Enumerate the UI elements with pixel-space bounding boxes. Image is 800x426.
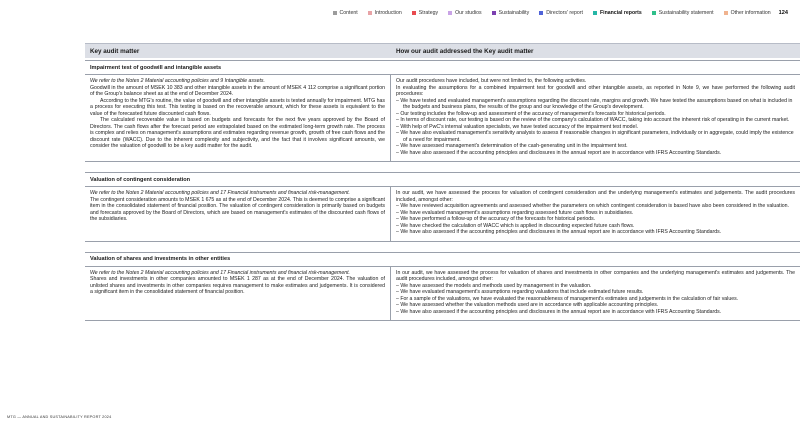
list-item: – For a sample of the valuations, we have evaluated the reasonableness of management's estimates and judgements in the calculation of fair values. [396,296,795,303]
list-item: – We have checked the calculation of WACC which is applied in discounting expected future cash flows. [396,223,795,230]
section-row [85,187,800,242]
list-item: – We have reviewed acquisition agreements and assessed whether the parameters on which contingent consideration is based have also been considered in the valuation. [396,203,795,210]
audit-response-cell [391,267,800,321]
list-item: – We have assessed the models and methods used by management in the valuation. [396,283,795,290]
swatch-icon [333,11,337,15]
nav-item-sustainability[interactable]: Sustainability [492,10,530,16]
audit-response-cell [391,187,800,241]
list-item: – We have assessed management's determination of the cash-generating unit in the impairment test. [396,143,795,150]
list-item: – We have also assessed if the accounting principles and disclosures in the annual report are in accordance with IFRS Accounting Standards. [396,150,795,157]
list-item: – We have performed a follow-up of the accuracy of the forecasts for historical periods. [396,216,795,223]
paragraph: According to the MTG's routine, the value of goodwill and other intangible assets is tested annually for impairment. MTG has a process for executing this test. This testing is based on the recoverable amount, which for these assets is equivalent to the value of the forecasted future discounted cash flows. [90,97,386,117]
procedure-list [396,203,795,236]
swatch-icon [539,11,543,15]
table-header [85,43,800,58]
page-number: 124 [778,10,788,16]
list-item: – We have evaluated management's assumptions regarding valuations that include estimated future results. [396,289,795,296]
swatch-icon [724,11,728,15]
top-navigation [323,10,789,16]
nav-item-financial-reports[interactable]: Financial reports [593,10,642,16]
audit-response-cell [391,75,800,161]
list-item: – We have assessed whether the valuation methods used are in accordance with applicable accounting principles. [396,302,795,309]
swatch-icon [593,11,597,15]
key-audit-matter-cell [85,267,391,321]
section-row [85,267,800,322]
procedure-list [396,98,795,157]
nav-item-directors-report[interactable]: Directors' report [539,10,583,16]
paragraph: In our audit, we have assessed the process for valuation of contingent consideration and the underlying management's estimates and judgements. The audit procedures included, amongst other: [396,190,795,203]
list-item: – We have also assessed if the accounting principles and disclosures in the annual report are in accordance with IFRS Accounting Standards. [396,229,795,236]
paragraph: The calculated recoverable value is based on budgets and forecasts for the next five years approved by the Board of Directors. The cash flows after the forecast period are extrapolated based on the estimated long-term growth rate. The process is complex and relies on management's assumptions and estimates regarding revenue growth, growth of free cash flows and the discount rate (WACC). Due to the inherent complexity and subjectivity, and the fact that it involves significant amounts, we consider the valuation of goodwill to be a key audit matter for the audit. [90,117,385,149]
section-title: Impairment test of goodwill and intangible assets [85,60,800,75]
list-item: – We have tested and evaluated management's assumptions regarding the discount rate, margins and growth. We have tested the assumptions based on what is included in the budgets and business plans, the results of the group and our knowledge of the Group's development. [396,98,795,111]
section-row [85,75,800,162]
swatch-icon [448,11,452,15]
nav-item-sustainability-statement[interactable]: Sustainability statement [652,10,714,16]
section-goodwill [85,60,800,162]
list-item: – We have also assessed if the accounting principles and disclosures in the annual report are in accordance with IFRS Accounting Standards. [396,309,795,316]
note-reference: We refer to the Notes 2 Material accounting policies and 9 Intangible assets. [90,78,265,84]
audit-table [85,43,800,321]
column-header-key-audit-matter: Key audit matter [90,47,140,55]
section-shares-investments [85,252,800,322]
key-audit-matter-cell [85,187,391,241]
page-footer: MTG — ANNUAL AND SUSTAINABILITY REPORT 2024 [7,415,112,419]
nav-item-introduction[interactable]: Introduction [368,10,402,16]
note-reference: We refer to the Notes 2 Material accounting policies and 17 Financial instruments and financial risk-management. [90,269,350,276]
note-reference: We refer to the Notes 2 Material accounting policies and 17 Financial instruments and financial risk-management. [90,190,350,196]
list-item: – With help of PwC's internal valuation specialists, we have tested accuracy of the impairment test model. [396,124,795,131]
list-item: – Our testing includes the follow-up and assessment of the accuracy of management's forecasts for historical periods. [396,111,795,118]
paragraph: The contingent consideration amounts to MSEK 1 675 as at the end of December 2024. This is deemed to comprise a significant item in the consolidated statement of financial position. The valuation of contingent consideration is primarily based on budgets and forecasts approved by the Board of Directors, which are based on management's estimates of the discounted cash flows of the subsidiaries. [90,196,385,222]
paragraph: Our audit procedures have included, but were not limited to, the following activities. [396,78,587,84]
paragraph: Shares and investments in other companies amounted to MSEK 1 287 as at the end of December 2024. The valuation of unlisted shares and investments in other companies requires management to make estimates and judgements. It is considered a significant item in the consolidated statement of financial position. [90,276,385,295]
list-item: – We have evaluated management's assumptions regarding assessed future cash flows in subsidiaries. [396,210,795,217]
swatch-icon [652,11,656,15]
key-audit-matter-cell [85,75,391,161]
list-item: – In terms of discount rate, our testing is based on the review of the company's calculation of WACC, taking into account the inherent risk of operating in the current market. [396,117,795,124]
nav-item-strategy[interactable]: Strategy [412,10,438,16]
list-item: – We have also evaluated management's sensitivity analysis to assess if reasonable changes in significant parameters, individually or in aggregate, could imply the existence of a need for impairment. [396,130,795,143]
nav-item-content[interactable]: Content [333,10,358,16]
nav-item-other-information[interactable]: Other information [724,10,771,16]
paragraph: In evaluating the assumptions for a combined impairment test for goodwill and other intangible assets, as reported in Note 9, we have performed the following audit procedures: [396,84,795,97]
section-contingent-consideration [85,172,800,242]
paragraph: In our audit, we have assessed the process for valuation of shares and investments in other companies and the underlying management's estimates and judgements. The audit procedures included, amongst other: [396,269,795,282]
swatch-icon [492,11,496,15]
nav-item-our-studios[interactable]: Our studios [448,10,482,16]
section-title: Valuation of contingent consideration [85,172,800,187]
procedure-list [396,283,795,316]
section-title: Valuation of shares and investments in other entities [85,252,800,267]
swatch-icon [412,11,416,15]
paragraph: Goodwill in the amount of MSEK 10 383 and other intangible assets in the amount of MSEK 4 112 comprise a significant portion of the Group's balance sheet as at the end of December 2024. [90,84,385,97]
column-header-audit-response: How our audit addressed the Key audit matter [396,47,534,55]
swatch-icon [368,11,372,15]
